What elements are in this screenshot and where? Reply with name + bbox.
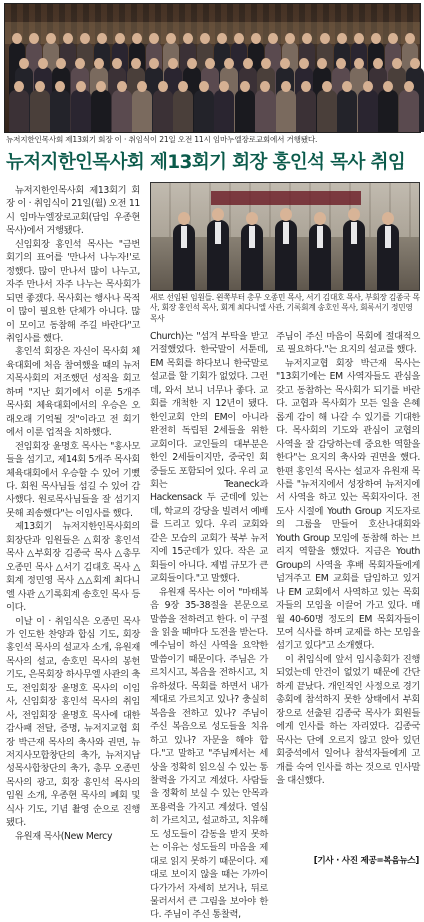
- photo-person-head: [200, 33, 210, 44]
- photo-officer: [377, 224, 399, 290]
- photo-person: [399, 90, 419, 132]
- photo-person-head: [251, 33, 261, 44]
- photo-person-head: [219, 81, 229, 92]
- photo-banner: [211, 191, 361, 205]
- photo-person-head: [405, 33, 415, 44]
- photo-person-head: [149, 58, 159, 69]
- photo-person: [194, 90, 214, 132]
- photo-person: [112, 90, 132, 132]
- photo-person-head: [55, 81, 65, 92]
- photo-person-head: [410, 58, 420, 69]
- photo-person-head: [373, 58, 383, 69]
- photo-officer-head: [246, 212, 258, 225]
- photo-person-head: [392, 58, 402, 69]
- photo-person-head: [149, 33, 159, 44]
- paragraph: 홍인석 회장은 자신이 목사회 체육대회에 처음 참여했을 때의 뉴저지목사회의 저조했던 성적을 회고하며 "지난 회기에서 이룬 5개주 목사회 체육대회에서의 우승은 오래오래 기억될 것"이라고 전 회기에서 이룬 업적을 치하했다.: [6, 346, 140, 439]
- article-column-1: [6, 184, 140, 843]
- photo-person-head: [187, 58, 197, 69]
- photo-person-head: [388, 33, 398, 44]
- photo-person-head: [94, 58, 104, 69]
- photo-person-head: [240, 81, 250, 92]
- photo-person-head: [404, 81, 414, 92]
- photo-person-head: [97, 33, 107, 44]
- photo-person-head: [199, 81, 209, 92]
- paragraph: 주님이 주신 마음이 목회에 절대적으로 필요하다."는 요지의 설교를 했다.: [276, 331, 420, 356]
- photo-person-head: [354, 33, 364, 44]
- officers-photo: [150, 182, 420, 291]
- photo-person: [9, 90, 29, 132]
- photo-person: [255, 90, 275, 132]
- photo-person-head: [35, 81, 45, 92]
- photo-person: [296, 90, 316, 132]
- photo-officer-shirt: [317, 226, 323, 248]
- photo-officer-head: [178, 212, 190, 225]
- photo-person: [173, 90, 193, 132]
- photo-officer-head: [348, 208, 360, 221]
- photo-person-head: [14, 81, 24, 92]
- article-column-3: [276, 330, 420, 787]
- paragraph: 뉴저지교협 회장 박근재 목사는 "13회기에는 EM 사역자들도 관심을 갖고 동참하는 목사회가 되기를 바란다. 교협과 목사회가 모든 일을 은혜롭게 감이 해 나갈 수 있기를 기대한다. 목사회의 기도와 관심이 교협의 사역을 잘 감당하는데 중요한 역할을 한다"는 요지의 축사와 권면을 했다. 한편 홍인석 목사는 설교자 유원재 목사를 "뉴저지에서 성장하여 뉴저지에서 사역을 하고 있는 목회자이다. 전도사 시절에 Youth Group 지도자로의 그룹을 만들어 호산나대회와 Youth Group 모임에 동참해 하는 브리지 역할을 했었다. 지금은 Youth Group의 사역을 후배 목회자들에게 넘겨주고 EM 교회를 담임하고 있거나 EM 교회에서 사역하고 있는 목회자들의 모임을 이끌어 가고 있다. 매월 40-60명 정도의 EM 목회자들이 모여 식사를 하며 교제를 하는 모임을 섬기고 있다"고 소개했다.: [276, 357, 420, 652]
- photo-person-head: [342, 81, 352, 92]
- photo-person-head: [183, 33, 193, 44]
- photo-person-head: [354, 58, 364, 69]
- photo-officer: [207, 220, 229, 290]
- paragraph: 신임회장 홍인석 목사는 "금번 회기의 표어를 '만나서 나누자!'로 정했다. 많이 만나서 많이 나누고, 자주 만나서 자주 나누는 목사회가 되면 좋겠다. 목사회는 행사나 목적이 많이 필요한 단체가 아니다. 많이 모이고 동참해 주길 바란다"고 취임사를 했다.: [6, 238, 140, 344]
- photo-person-head: [281, 81, 291, 92]
- photo-person-head: [38, 58, 48, 69]
- photo-person-head: [337, 33, 347, 44]
- photo-person-head: [132, 33, 142, 44]
- photo-person: [132, 90, 152, 132]
- photo-person-head: [117, 81, 127, 92]
- photo-person-head: [115, 33, 125, 44]
- photo-credit: [기사 · 사진 제공=복음뉴스]: [313, 856, 419, 866]
- photo-person: [71, 90, 91, 132]
- photo-officer-shirt: [181, 226, 187, 248]
- photo-person-head: [75, 58, 85, 69]
- photo-person-head: [260, 81, 270, 92]
- photo-officer: [173, 224, 195, 290]
- photo-person: [214, 90, 234, 132]
- photo-person-head: [217, 33, 227, 44]
- photo-caption-officers: 새로 선임된 임원들. 왼쪽부터 총무 오종민 목사, 서기 김대호 목사, 부회장 김종국 목사, 회장 홍인석 목사, 회계 최다니엘 사관, 기록회계 송호인 목사, 회록서기 정민영 목사: [150, 293, 420, 323]
- photo-officer-shirt: [351, 222, 357, 244]
- photo-person-head: [320, 33, 330, 44]
- photo-officer-shirt: [249, 226, 255, 248]
- photo-person-head: [302, 33, 312, 44]
- photo-person-head: [285, 33, 295, 44]
- paragraph: 뉴저지한인목사회 제13회기 회장 이 · 취임식이 21일(월) 오전 11시 임마누엘장로교회(담임 우종현 목사)에서 거행됐다.: [6, 185, 140, 237]
- photo-person-head: [299, 58, 309, 69]
- photo-person-head: [280, 58, 290, 69]
- photo-person: [276, 90, 296, 132]
- photo-officer: [309, 224, 331, 290]
- article-column-2: [150, 330, 268, 922]
- photo-person-head: [168, 58, 178, 69]
- photo-person-head: [131, 58, 141, 69]
- photo-person: [30, 90, 50, 132]
- paragraph: 유원재 목사는 이어 "마태복음 9장 35-38절을 본문으로 말씀을 전하려고 한다. 이 구절을 읽을 때마다 도전을 받는다. 예수님이 하신 사역을 요약한 말씀이기 때문이다. 주님은 가르치시고, 복음을 전하시고, 치유하셨다. 목회를 하면서 내가 제대로 가르치고 있나? 충실히 복음을 전하고 있나? 주님이 주신 복음으로 성도들을 치유하고 있나? 자문을 해야 합다."고 말하고 "주님께서는 세상을 정확히 읽으실 수 있는 통찰력을 가지고 계셨다. 사람들을 정확히 보실 수 있는 안목과 포용력을 가지고 계셨다. 열심히 가르치고, 설교하고, 치유해도 성도들이 감동을 받지 못하는 이유는 성도들의 마음을 제대로 읽지 못하기 때문이다. 제대로 보이지 않을 때는 가까이 다가가서 자세히 보거나, 뒤로 물러서서 큰 그림을 보아야 한다. 주님이 주신 통찰력,: [150, 586, 268, 921]
- photo-person-head: [96, 81, 106, 92]
- photo-person-head: [137, 81, 147, 92]
- photo-person: [337, 90, 357, 132]
- photo-person-head: [12, 33, 22, 44]
- photo-person: [317, 90, 337, 132]
- group-photo: [4, 3, 421, 133]
- photo-person-head: [76, 81, 86, 92]
- paragraph: 제13회기 뉴저지한인목사회의 회장단과 임원들은 △회장 홍인석 목사 △부회장 김종국 목사 △총무 오종민 목사 △서기 김대호 목사 △회계 정민영 목사 △△회계 최다니엘 사관 △기록회계 송호인 목사 등이다.: [6, 521, 140, 614]
- photo-person: [378, 90, 398, 132]
- photo-person-head: [301, 81, 311, 92]
- photo-person-head: [261, 58, 271, 69]
- photo-officer-head: [280, 208, 292, 221]
- photo-person-head: [363, 81, 373, 92]
- photo-person: [153, 90, 173, 132]
- photo-officer-shirt: [283, 222, 289, 244]
- photo-person-head: [371, 33, 381, 44]
- photo-person: [235, 90, 255, 132]
- photo-person-head: [80, 33, 90, 44]
- photo-person-head: [29, 33, 39, 44]
- photo-person-head: [19, 58, 29, 69]
- photo-person-head: [234, 33, 244, 44]
- photo-person-head: [224, 58, 234, 69]
- paragraph: 전임회장 윤명호 목사는 "홍사모들을 섬기고, 제14회 5개주 목사회 체육대회에서 우승할 수 있어 기뻤다. 회원 목사님들 섬길 수 있어 감사했다. 원로목사님들을 잘 섬기지 못해 죄송했다"는 이임사를 했다.: [6, 440, 140, 519]
- photo-person-head: [158, 81, 168, 92]
- photo-person: [50, 90, 70, 132]
- photo-officer-head: [314, 212, 326, 225]
- photo-officer: [343, 220, 365, 290]
- photo-person-head: [63, 33, 73, 44]
- photo-person-head: [46, 33, 56, 44]
- paragraph: 이 취임식에 앞서 임시총회가 진행되었는데 안건이 없었기 때문에 간단하게 끝났다. 개인적인 사정으로 경기총회에 참석하지 못한 상태에서 부회장으로 선출된 김종국 목사가 회원들에게 인사를 하는 자리였다. 김종국 목사는 단에 오르지 않고 앉아 있던 회중석에서 일어나 참석자들에게 고개를 숙여 인사를 하는 것으로 인사말을 대신했다.: [276, 653, 420, 786]
- article-headline: 뉴저지한인목사회 제13회기 회장 홍인석 목사 취임: [6, 152, 406, 173]
- photo-officer-head: [382, 212, 394, 225]
- photo-person-head: [317, 58, 327, 69]
- photo-officer: [275, 220, 297, 290]
- paragraph: Church)는 "섬겨 부탁을 받고 거절했었다. 한국말이 서툰데, EM 목회를 하다보니 한국말로 설교를 할 기회가 없었다. 그런데, 와서 보니 너무나 좋다. 교회를 개척한 지 12년이 됐다. 한인교회 안의 EM이 아니라 완전히 독립된 2세들을 위한 교회이다. 교인들의 대부분은 한인 2세들이지만, 중국인 회중들도 포함되어 있다. 우리 교회는 Teaneck과 Hackensack 두 군데에 있는데, 학교의 강당을 빌려서 예배를 드리고 있다. 우리 교회와 같은 모습의 교회가 북부 뉴저지에 15군데가 있다. 작은 교회들이 아니다. 제법 규모가 큰 교회들이다."고 말했다.: [150, 331, 268, 585]
- paragraph: 유원재 목사(New Mercy: [15, 830, 113, 842]
- photo-officer-head: [212, 208, 224, 221]
- photo-officer-shirt: [385, 226, 391, 248]
- photo-person-head: [268, 33, 278, 44]
- photo-person-head: [178, 81, 188, 92]
- paragraph: 이날 이 · 취임식은 오종민 목사가 인도한 찬양과 합심 기도, 회장 홍인석 목사의 설교자 소개, 유원재 목사의 설교, 송호민 목사의 봉헌 기도, 은목회장 하사무엘 사관의 축도, 전임회장 윤명호 목사의 이임사, 신임회장 홍인석 목사의 취임사, 전임회장 윤명호 목사에 대한 감사패 전달, 증명, 뉴저지교협 회장 박근재 목사의 축사와 권면, 뉴저지사모합창단의 축가, 뉴저지남성목사합창단의 축가, 총무 오종민 목사의 광고, 회장 홍인석 목사의 임원 소개, 우종현 목사의 폐회 및 식사 기도, 기념 촬영 순으로 진행됐다.: [6, 615, 140, 829]
- photo-person-head: [243, 58, 253, 69]
- photo-person-head: [166, 33, 176, 44]
- photo-caption: 뉴저지한인목사회 제13회기 회장 이 · 취임식이 21일 오전 11시 임마누엘장로교회에서 거행됐다.: [6, 135, 318, 144]
- photo-person-head: [112, 58, 122, 69]
- photo-person-head: [383, 81, 393, 92]
- photo-person: [91, 90, 111, 132]
- photo-person: [358, 90, 378, 132]
- photo-person-head: [205, 58, 215, 69]
- photo-officer: [241, 224, 263, 290]
- photo-person-head: [336, 58, 346, 69]
- photo-person-head: [56, 58, 66, 69]
- photo-officer-shirt: [215, 222, 221, 244]
- photo-person-head: [322, 81, 332, 92]
